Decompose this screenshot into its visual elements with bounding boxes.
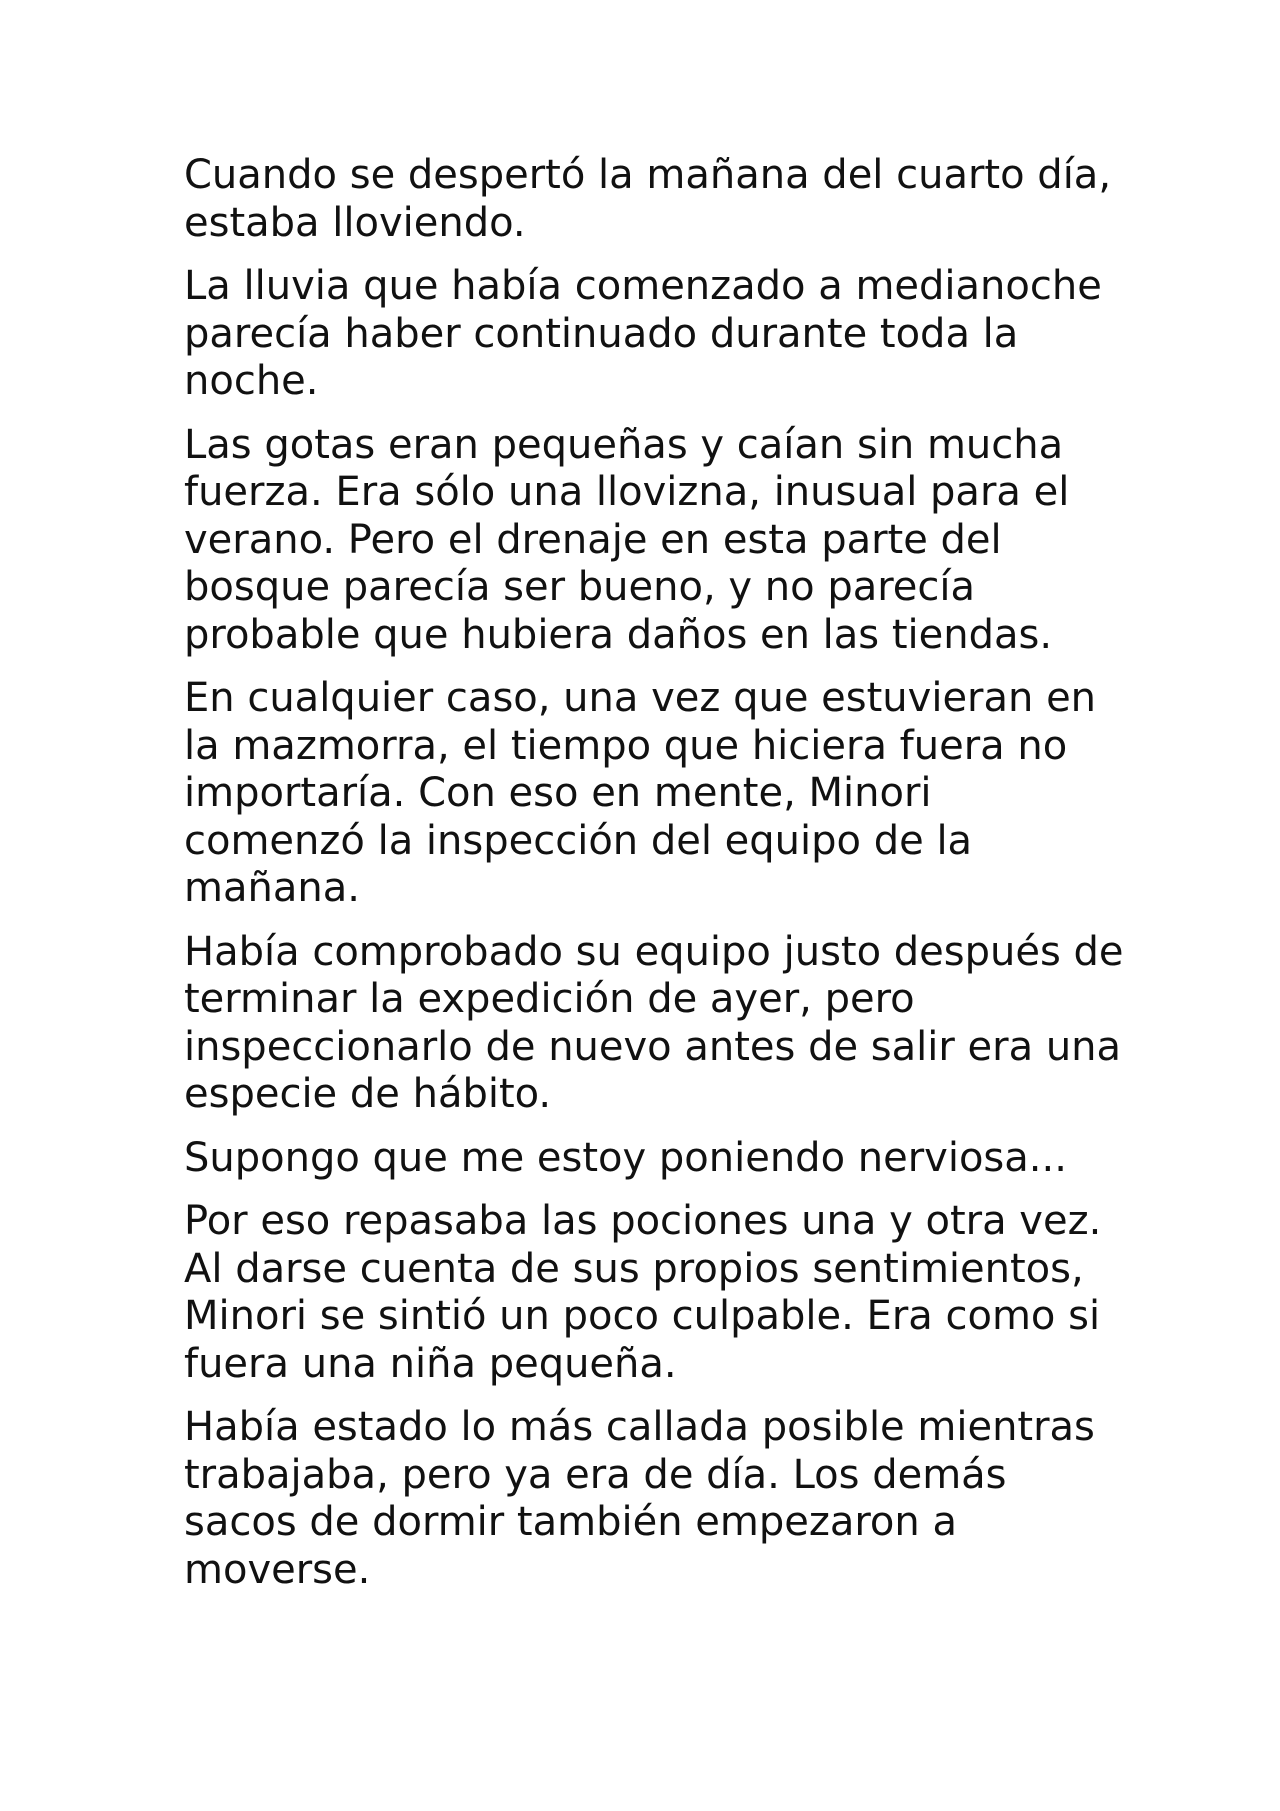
text-line: trabajaba, pero ya era de día. Los demás: [184, 1451, 1007, 1498]
paragraph-4: [184, 675, 1124, 913]
text-line: Las gotas eran pequeñas y caían sin mucha: [184, 421, 1064, 468]
paragraph-2: [184, 263, 1124, 406]
paragraph-3: [184, 422, 1124, 660]
paragraph-5: [184, 929, 1124, 1119]
text-line: Al darse cuenta de sus propios sentimientos,: [184, 1245, 1084, 1292]
text-line: sacos de dormir también empezaron a: [184, 1499, 957, 1545]
paragraph-6: [184, 1135, 1124, 1183]
text-line: verano. Pero el drenaje en esta parte del: [184, 516, 1002, 563]
paragraph-7: [184, 1198, 1124, 1388]
paragraph-8: [184, 1404, 1124, 1594]
text-line: estaba lloviendo.: [184, 199, 526, 246]
text-line: Había estado lo más callada posible mientras: [184, 1404, 1095, 1450]
text-line: importaría. Con eso en mente, Minori: [184, 770, 932, 816]
text-line: moverse.: [184, 1546, 371, 1593]
text-line: comenzó la inspección del equipo de la: [184, 817, 973, 864]
text-line: Minori se sintió un poco culpable. Era como si: [184, 1293, 1101, 1339]
text-line: Por eso repasaba las pociones una y otra vez.: [184, 1198, 1102, 1244]
text-line: mañana.: [184, 865, 360, 911]
text-line: noche.: [184, 358, 319, 404]
text-line: especie de hábito.: [184, 1071, 552, 1117]
text-line: fuera una niña pequeña.: [184, 1340, 677, 1387]
text-line: Cuando se despertó la mañana del cuarto día,: [184, 152, 1112, 198]
text-line: parecía haber continuado durante toda la: [184, 310, 1019, 357]
text-line: En cualquier caso, una vez que estuvieran en: [184, 675, 1097, 721]
paragraph-1: [184, 152, 1124, 247]
text-line: la mazmorra, el tiempo que hiciera fuera no: [184, 722, 1068, 769]
text-line: Supongo que me estoy poniendo nerviosa...: [184, 1134, 1067, 1181]
text-line: La lluvia que había comenzado a medianoche: [184, 263, 1102, 309]
text-line: probable que hubiera daños en las tiendas.: [184, 611, 1053, 658]
text-line: terminar la expedición de ayer, pero: [184, 976, 915, 1022]
document-page: [184, 152, 1124, 1610]
text-line: inspeccionarlo de nuevo antes de salir era una: [184, 1023, 1122, 1070]
text-line: Había comprobado su equipo justo después de: [184, 928, 1124, 975]
text-line: bosque parecía ser bueno, y no parecía: [184, 564, 976, 610]
text-line: fuerza. Era sólo una llovizna, inusual para el: [184, 469, 1070, 515]
